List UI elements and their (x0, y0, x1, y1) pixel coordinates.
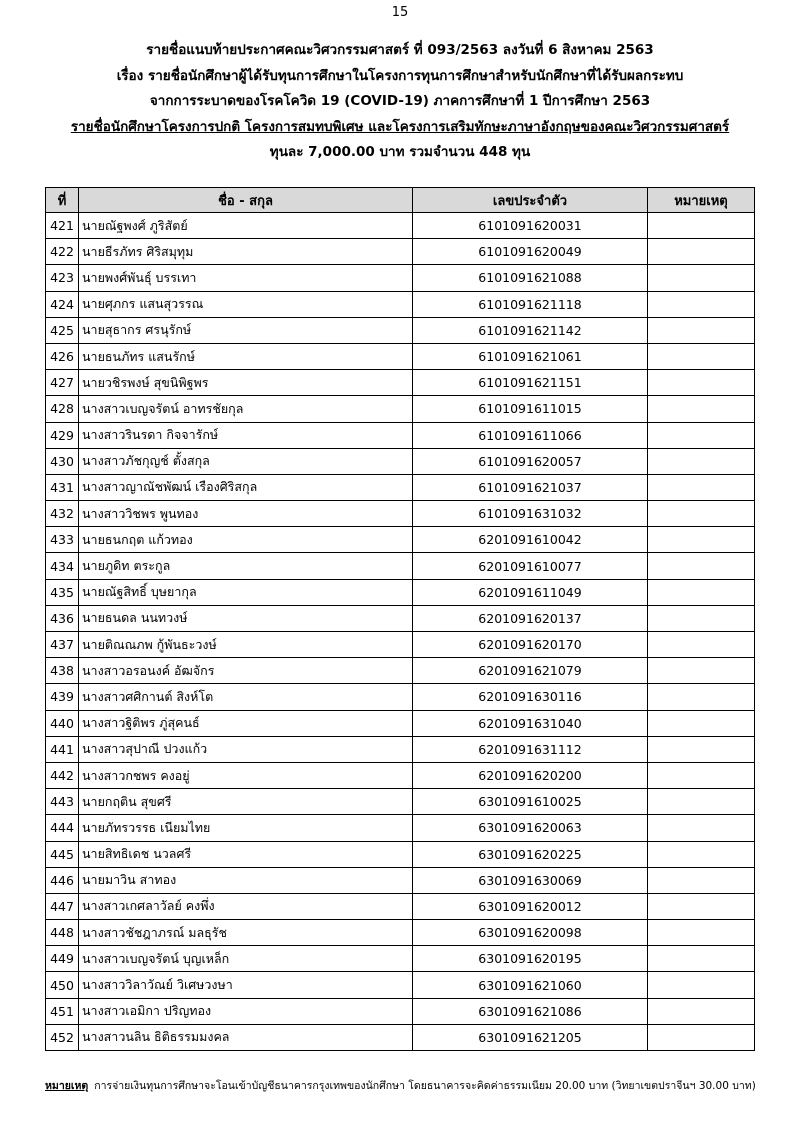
row-student-id: 6301091620063 (413, 815, 648, 841)
row-remark (648, 762, 755, 788)
header-subject-continued-line: จากการระบาดของโรคโควิด 19 (COVID-19) ภาคการศึกษาที่ 1 ปีการศึกษา 2563 (149, 93, 651, 109)
column-header-number: ที่ (46, 188, 79, 213)
table-row (46, 422, 755, 448)
row-student-id: 6101091621118 (413, 291, 648, 317)
row-number: 426 (46, 343, 79, 369)
row-remark (648, 396, 755, 422)
row-remark (648, 317, 755, 343)
footnote-label: หมายเหตุ (45, 1080, 89, 1092)
row-student-name: นางสาวชัชฎาภรณ์ มลธุรัช (79, 920, 413, 946)
row-student-name: นายวชิรพงษ์ สุขนิพิฐพร (79, 370, 413, 396)
row-remark (648, 946, 755, 972)
row-remark (648, 710, 755, 736)
row-number: 425 (46, 317, 79, 343)
table-row (46, 396, 755, 422)
row-student-name: นางสาวนลิน ธิติธรรมมงคล (79, 1024, 413, 1050)
row-student-name: นายธีรภัทร ศิริสมุทุม (79, 239, 413, 265)
row-student-id: 6101091621151 (413, 370, 648, 396)
table-row (46, 893, 755, 919)
table-row (46, 605, 755, 631)
table-row (46, 762, 755, 788)
row-student-id: 6301091610025 (413, 789, 648, 815)
row-remark (648, 736, 755, 762)
row-student-id: 6101091620031 (413, 213, 648, 239)
row-student-id: 6101091611066 (413, 422, 648, 448)
table-header-row (46, 188, 755, 213)
row-student-id: 6201091630116 (413, 684, 648, 710)
row-student-name: นายมาวิน สาทอง (79, 867, 413, 893)
row-student-id: 6101091621088 (413, 265, 648, 291)
row-remark (648, 632, 755, 658)
footnote (45, 1077, 785, 1094)
row-number: 444 (46, 815, 79, 841)
row-number: 445 (46, 841, 79, 867)
row-number: 442 (46, 762, 79, 788)
row-remark (648, 920, 755, 946)
row-student-name: นายศุภกร แสนสุวรรณ (79, 291, 413, 317)
table-row (46, 972, 755, 998)
row-number: 437 (46, 632, 79, 658)
row-number: 448 (46, 920, 79, 946)
row-number: 422 (46, 239, 79, 265)
row-remark (648, 579, 755, 605)
row-student-name: นายติณณภพ กู้พันธะวงษ์ (79, 632, 413, 658)
row-remark (648, 998, 755, 1024)
row-remark (648, 343, 755, 369)
table-row (46, 684, 755, 710)
row-remark (648, 684, 755, 710)
row-student-name: นายณัฐสิทธิ์ บุษยากุล (79, 579, 413, 605)
row-number: 430 (46, 448, 79, 474)
row-remark (648, 841, 755, 867)
row-remark (648, 265, 755, 291)
row-student-id: 6301091621060 (413, 972, 648, 998)
row-student-name: นางสาวเบญจรัตน์ อาทรชัยกุล (79, 396, 413, 422)
row-number: 423 (46, 265, 79, 291)
row-number: 421 (46, 213, 79, 239)
row-student-id: 6101091611015 (413, 396, 648, 422)
row-number: 452 (46, 1024, 79, 1050)
table-row (46, 920, 755, 946)
row-number: 436 (46, 605, 79, 631)
row-student-name: นางสาวศศิกานต์ สิงห์โต (79, 684, 413, 710)
row-student-id: 6201091610042 (413, 527, 648, 553)
row-student-name: นางสาววิลาวัณย์ วิเศษวงษา (79, 972, 413, 998)
row-number: 438 (46, 658, 79, 684)
row-student-id: 6101091631032 (413, 501, 648, 527)
column-header-student-id: เลขประจำตัว (413, 188, 648, 213)
table-row (46, 527, 755, 553)
row-student-id: 6301091620195 (413, 946, 648, 972)
row-student-name: นายภูดิท ตระกูล (79, 553, 413, 579)
table-row (46, 553, 755, 579)
row-number: 451 (46, 998, 79, 1024)
row-remark (648, 658, 755, 684)
table-row (46, 632, 755, 658)
row-student-id: 6201091620170 (413, 632, 648, 658)
row-student-name: นายพงศ์พันธุ์ บรรเทา (79, 265, 413, 291)
row-student-id: 6101091621061 (413, 343, 648, 369)
table-row (46, 1024, 755, 1050)
row-number: 450 (46, 972, 79, 998)
table-row (46, 213, 755, 239)
row-student-name: นางสาวอรอนงค์ อัฒจักร (79, 658, 413, 684)
row-remark (648, 605, 755, 631)
table-row (46, 343, 755, 369)
row-student-id: 6201091631112 (413, 736, 648, 762)
table-row (46, 448, 755, 474)
row-number: 434 (46, 553, 79, 579)
table-row (46, 815, 755, 841)
row-number: 433 (46, 527, 79, 553)
row-student-id: 6201091610077 (413, 553, 648, 579)
row-remark (648, 448, 755, 474)
header-announcement-line: รายชื่อแนบท้ายประกาศคณะวิศวกรรมศาสตร์ ที่ 093/2563 ลงวันที่ 6 สิงหาคม 2563 (146, 42, 654, 58)
row-number: 427 (46, 370, 79, 396)
table-row (46, 239, 755, 265)
row-remark (648, 370, 755, 396)
row-student-name: นายธนกฤต แก้วทอง (79, 527, 413, 553)
row-remark (648, 553, 755, 579)
table-row (46, 579, 755, 605)
row-remark (648, 501, 755, 527)
row-student-id: 6201091620200 (413, 762, 648, 788)
header-subject-line: เรื่อง รายชื่อนักศึกษาผู้ได้รับทุนการศึกษาในโครงการทุนการศึกษาสำหรับนักศึกษาที่ได้รับผลกระทบ (116, 67, 684, 84)
row-remark (648, 239, 755, 265)
row-student-name: นายณัฐพงศ์ ภูริสัตย์ (79, 213, 413, 239)
row-student-name: นายสิทธิเดช นวลศรี (79, 841, 413, 867)
row-student-name: นางสาวเบญจรัตน์ บุญเหล็ก (79, 946, 413, 972)
row-student-name: นายธนภัทร แสนรักษ์ (79, 343, 413, 369)
row-student-name: นายกฤติน สุขศรี (79, 789, 413, 815)
row-student-id: 6201091611049 (413, 579, 648, 605)
row-number: 440 (46, 710, 79, 736)
row-student-name: นางสาวฐิติพร ภู่สุคนธ์ (79, 710, 413, 736)
row-student-name: นายสุธากร ศรนุรักษ์ (79, 317, 413, 343)
row-number: 443 (46, 789, 79, 815)
row-student-name: นางสาววิชพร พูนทอง (79, 501, 413, 527)
footnote-text: การจ่ายเงินทุนการศึกษาจะโอนเข้าบัญชีธนาคารกรุงเทพของนักศึกษา โดยธนาคารจะคิดค่าธรรมเนียม 20.00 บาท (วิทยาเขตปราจีนฯ 30.00 บาท) (94, 1080, 756, 1092)
table-row (46, 998, 755, 1024)
row-number: 439 (46, 684, 79, 710)
row-student-name: นางสาวเกศลาวัลย์ คงพึ่ง (79, 893, 413, 919)
row-number: 441 (46, 736, 79, 762)
header-scholarship-amount-line: ทุนละ 7,000.00 บาท รวมจำนวน 448 ทุน (269, 144, 531, 160)
row-number: 449 (46, 946, 79, 972)
row-student-name: นางสาวรินรดา กิจจารักษ์ (79, 422, 413, 448)
row-student-id: 6201091621079 (413, 658, 648, 684)
row-remark (648, 422, 755, 448)
page-number: 15 (391, 5, 409, 20)
row-student-name: นางสาวภัชกุญช์ ตั้งสกุล (79, 448, 413, 474)
table-row (46, 265, 755, 291)
row-number: 428 (46, 396, 79, 422)
row-remark (648, 213, 755, 239)
table-row (46, 789, 755, 815)
student-roster-table (45, 187, 755, 1051)
table-row (46, 946, 755, 972)
row-remark (648, 291, 755, 317)
row-number: 432 (46, 501, 79, 527)
row-student-id: 6201091631040 (413, 710, 648, 736)
table-row (46, 370, 755, 396)
row-student-id: 6101091621037 (413, 474, 648, 500)
header-program-line: รายชื่อนักศึกษาโครงการปกติ โครงการสมทบพิเศษ และโครงการเสริมทักษะภาษาอังกฤษของคณะวิศวกรรมศาสตร์ (70, 118, 730, 135)
row-student-name: นายภัทรวรรธ เนียมไทย (79, 815, 413, 841)
row-student-id: 6301091621205 (413, 1024, 648, 1050)
row-number: 424 (46, 291, 79, 317)
row-remark (648, 893, 755, 919)
row-remark (648, 972, 755, 998)
column-header-name: ชื่อ - สกุล (79, 188, 413, 213)
row-student-id: 6301091630069 (413, 867, 648, 893)
table-row (46, 736, 755, 762)
row-student-id: 6201091620137 (413, 605, 648, 631)
row-remark (648, 815, 755, 841)
column-header-remark: หมายเหตุ (648, 188, 755, 213)
row-number: 429 (46, 422, 79, 448)
row-remark (648, 527, 755, 553)
table-row (46, 710, 755, 736)
row-student-id: 6301091620012 (413, 893, 648, 919)
row-number: 435 (46, 579, 79, 605)
table-row (46, 841, 755, 867)
row-number: 446 (46, 867, 79, 893)
row-student-id: 6101091620049 (413, 239, 648, 265)
row-number: 431 (46, 474, 79, 500)
document-header (0, 38, 800, 166)
row-remark (648, 474, 755, 500)
table-row (46, 291, 755, 317)
row-remark (648, 867, 755, 893)
row-number: 447 (46, 893, 79, 919)
row-student-name: นายธนดล นนทวงษ์ (79, 605, 413, 631)
row-student-id: 6101091620057 (413, 448, 648, 474)
table-body (46, 213, 755, 1051)
table-row (46, 501, 755, 527)
row-remark (648, 1024, 755, 1050)
row-student-name: นางสาวญาณัชพัฒน์ เรืองศิริสกุล (79, 474, 413, 500)
row-student-id: 6301091620098 (413, 920, 648, 946)
table-row (46, 867, 755, 893)
row-student-name: นางสาวเอมิกา ปริญทอง (79, 998, 413, 1024)
row-student-name: นางสาวกชพร คงอยู่ (79, 762, 413, 788)
row-student-id: 6301091620225 (413, 841, 648, 867)
row-remark (648, 789, 755, 815)
table-row (46, 658, 755, 684)
row-student-id: 6101091621142 (413, 317, 648, 343)
row-student-name: นางสาวสุปาณี ปวงแก้ว (79, 736, 413, 762)
table-row (46, 317, 755, 343)
table-row (46, 474, 755, 500)
row-student-id: 6301091621086 (413, 998, 648, 1024)
